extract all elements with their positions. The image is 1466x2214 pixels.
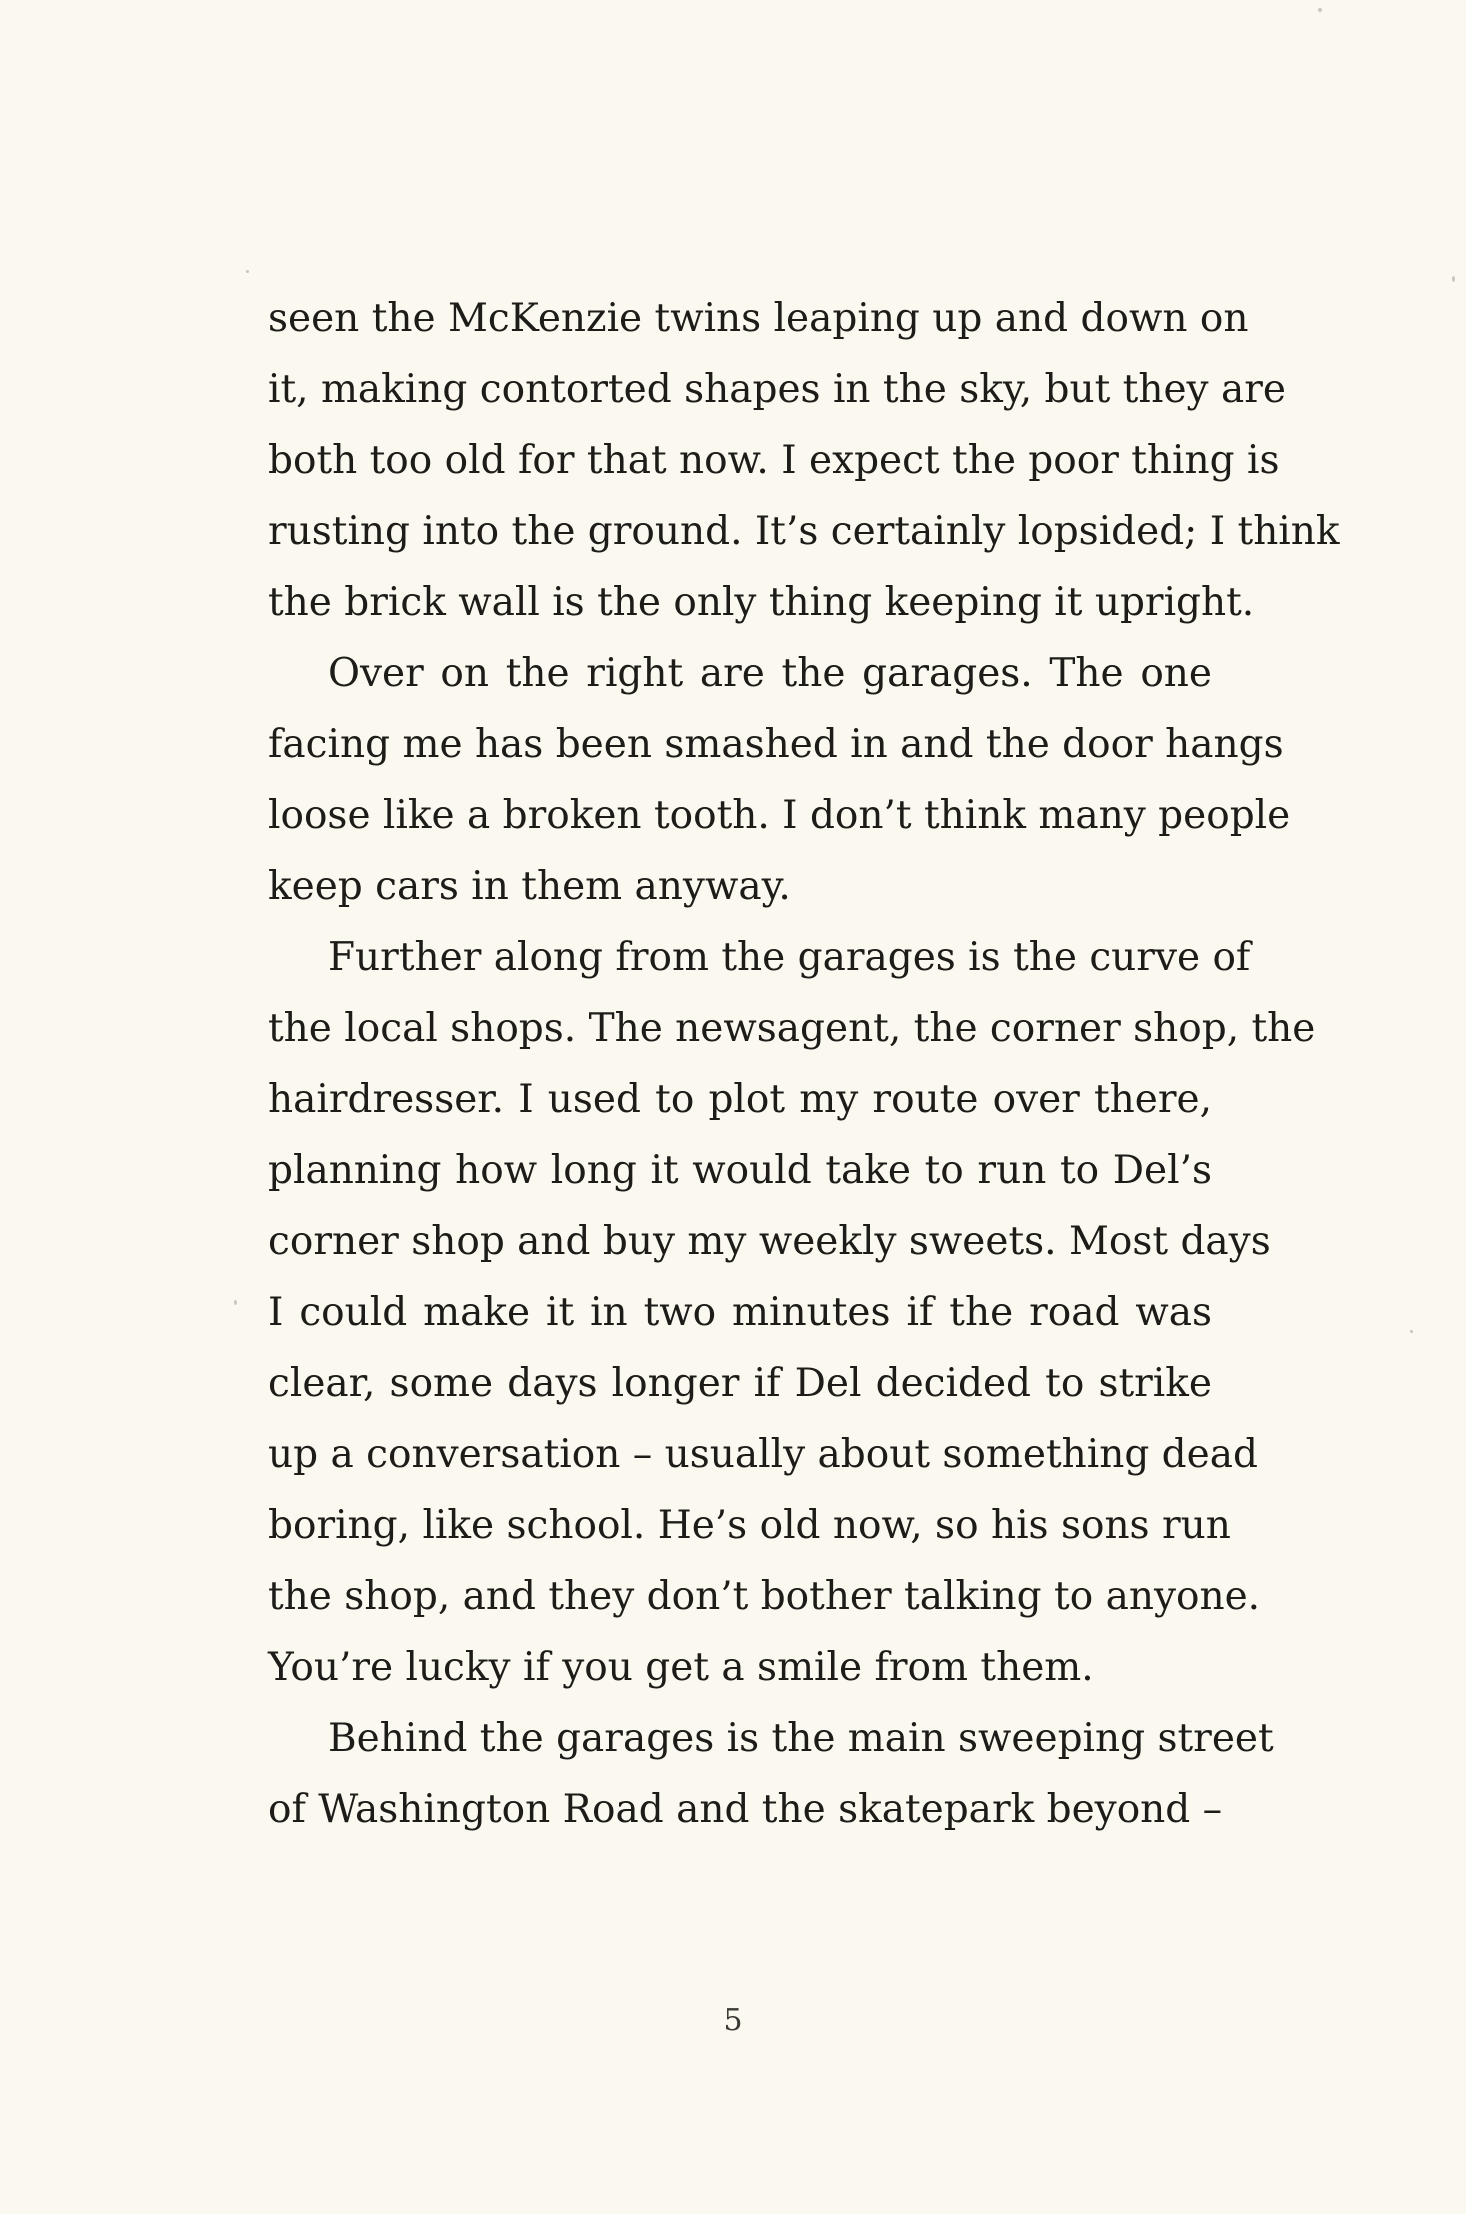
text-line: planning how long it would take to run to Del’s — [268, 1148, 1212, 1193]
text-line: of Washington Road and the skatepark beyond – — [268, 1787, 1223, 1832]
text-line: keep cars in them anyway. — [268, 864, 791, 909]
paper-speck — [1318, 8, 1322, 12]
text-line: the brick wall is the only thing keeping it upright. — [268, 580, 1255, 625]
text-line: Behind the garages is the main sweeping street — [328, 1716, 1274, 1761]
paragraph — [268, 922, 1316, 1703]
paragraph — [268, 283, 1340, 638]
paragraph — [268, 638, 1291, 922]
text-line: it, making contorted shapes in the sky, but they are — [268, 367, 1286, 412]
text-line: up a conversation – usually about something dead — [268, 1432, 1258, 1477]
text-line: I could make it in two minutes if the road was — [268, 1290, 1212, 1335]
text-line: clear, some days longer if Del decided to strike — [268, 1361, 1212, 1406]
paper-speck — [1410, 1330, 1413, 1333]
text-line: rusting into the ground. It’s certainly lopsided; I think — [268, 509, 1340, 554]
page-number: 5 — [723, 2003, 743, 2038]
paper-speck — [246, 270, 249, 273]
text-line: the local shops. The newsagent, the corner shop, the — [268, 1006, 1316, 1051]
text-line: You’re lucky if you get a smile from them. — [268, 1645, 1094, 1690]
text-line: seen the McKenzie twins leaping up and down on — [268, 296, 1249, 341]
text-line: Further along from the garages is the curve of — [328, 935, 1251, 980]
paper-speck — [1452, 276, 1455, 282]
body-text — [268, 283, 1340, 1845]
text-line: the shop, and they don’t bother talking to anyone. — [268, 1574, 1261, 1619]
text-line: loose like a broken tooth. I don’t think many people — [268, 793, 1291, 838]
paper-speck — [234, 1300, 237, 1305]
text-line: both too old for that now. I expect the poor thing is — [268, 438, 1280, 483]
text-line: boring, like school. He’s old now, so his sons run — [268, 1503, 1231, 1548]
text-line: Over on the right are the garages. The one — [328, 651, 1212, 696]
text-line: corner shop and buy my weekly sweets. Most days — [268, 1219, 1271, 1264]
text-line: facing me has been smashed in and the door hangs — [268, 722, 1284, 767]
paragraph — [268, 1703, 1274, 1845]
text-line: hairdresser. I used to plot my route over there, — [268, 1077, 1212, 1122]
